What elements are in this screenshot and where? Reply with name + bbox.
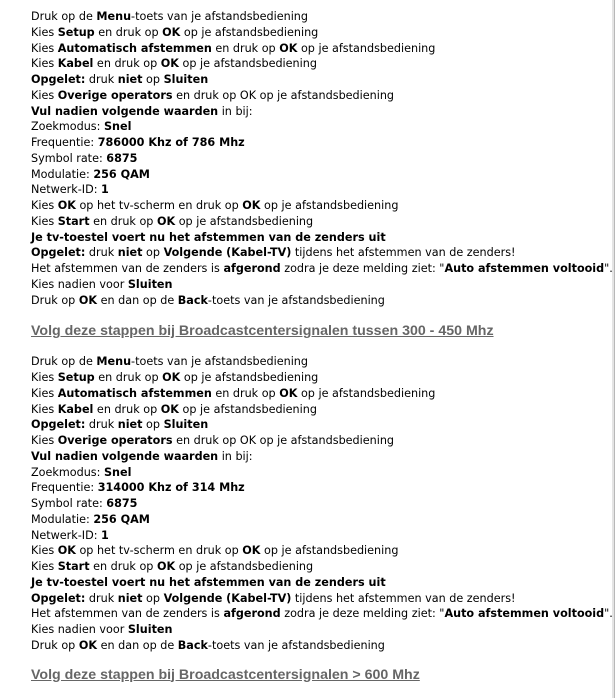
instruction-emphasis: niet — [117, 246, 143, 260]
instruction-emphasis: Opgelet: — [31, 73, 86, 86]
instruction-emphasis: Start — [57, 214, 90, 228]
instruction-text: Kies nadien voor — [31, 277, 128, 291]
instruction-line — [31, 512, 601, 528]
instruction-text: Symbol rate: — [31, 151, 107, 165]
instruction-text: tijdens het afstemmen van de zenders! — [291, 591, 516, 605]
instruction-emphasis: 1 — [101, 528, 109, 542]
instruction-emphasis: niet — [117, 418, 143, 432]
instruction-line — [31, 104, 601, 120]
instruction-text: Modulatie: — [31, 512, 94, 526]
instruction-line — [31, 433, 601, 449]
instruction-emphasis: 256 QAM — [93, 167, 150, 181]
instruction-text: op je afstandsbediening — [178, 57, 317, 71]
instruction-text: Kies — [31, 57, 58, 71]
instruction-text: tijdens het afstemmen van de zenders! — [291, 246, 516, 260]
instruction-text: en druk op OK op je afstandsbediening — [172, 88, 395, 102]
instruction-emphasis: Sluiten — [163, 418, 209, 432]
instruction-emphasis: Kabel — [57, 402, 94, 416]
instruction-line — [31, 496, 601, 512]
instruction-text: en dan op de — [97, 293, 178, 307]
instruction-text: zodra je deze melding ziet: " — [280, 607, 445, 621]
instruction-emphasis: 1 — [101, 183, 109, 197]
instruction-emphasis: Je tv-toestel voert nu het afstemmen van de zenders uit — [31, 230, 386, 244]
instruction-emphasis: Overige operators — [57, 88, 173, 102]
instruction-text: Netwerk-ID: — [31, 528, 102, 542]
instruction-text: op je afstandsbediening — [260, 199, 399, 212]
instruction-line — [31, 88, 601, 104]
instruction-text: -toets van je afstandsbediening — [207, 293, 385, 307]
instruction-line — [31, 151, 601, 167]
instruction-text: Kies nadien voor — [31, 623, 128, 636]
instruction-text: en druk op — [211, 41, 280, 55]
instruction-text: Kies — [31, 544, 58, 558]
instruction-text: in bij: — [218, 104, 253, 118]
instruction-emphasis: niet — [117, 73, 143, 86]
instruction-emphasis: OK — [242, 199, 261, 212]
instruction-text: en druk op — [89, 214, 157, 228]
instruction-emphasis: OK — [156, 214, 176, 228]
instruction-text: Symbol rate: — [31, 497, 107, 510]
instruction-line — [31, 25, 601, 41]
instruction-text: zodra je deze melding ziet: " — [280, 262, 445, 275]
instruction-emphasis: Opgelet: — [31, 246, 86, 260]
instruction-line — [31, 56, 601, 72]
instruction-text: op het tv-scherm en druk op — [75, 544, 243, 558]
instruction-text: Het afstemmen van de zenders is — [31, 607, 224, 621]
instruction-text: Kies — [31, 214, 58, 228]
instruction-emphasis: Volgende (Kabel-TV) — [163, 246, 292, 260]
instruction-text: en dan op de — [97, 638, 178, 652]
instruction-emphasis: OK — [162, 371, 181, 384]
instruction-emphasis: OK — [162, 25, 181, 39]
instruction-text: in bij: — [218, 449, 253, 463]
section-300-450-mhz — [31, 354, 613, 653]
instruction-emphasis: 314000 Khz of 314 Mhz — [97, 481, 245, 495]
instruction-line — [31, 293, 601, 309]
instruction-line — [31, 606, 613, 622]
instruction-emphasis: Back — [177, 638, 208, 652]
instruction-text: druk — [85, 246, 118, 260]
instruction-emphasis: Sluiten — [127, 277, 173, 291]
instruction-emphasis: Sluiten — [127, 623, 173, 636]
instruction-text: op je afstandsbediening — [180, 25, 319, 39]
instruction-text: Modulatie: — [31, 167, 94, 181]
instruction-text: Kies — [31, 371, 58, 384]
instruction-text: Zoekmodus: — [31, 120, 104, 134]
instruction-text: en druk op — [94, 371, 163, 384]
instruction-emphasis: Je tv-toestel voert nu het afstemmen van de zenders uit — [31, 575, 386, 589]
instruction-text: ". — [604, 262, 613, 275]
instruction-text: Het afstemmen van de zenders is — [31, 262, 224, 275]
instruction-emphasis: OK — [57, 199, 76, 212]
instruction-emphasis: niet — [117, 591, 143, 605]
instruction-text: Kies — [31, 41, 58, 55]
section-heading-above-600-mhz: Volg deze stappen bij Broadcastcentersignalen > 600 Mhz — [31, 666, 420, 683]
instruction-text: en druk op — [94, 25, 163, 39]
instruction-line — [31, 638, 601, 654]
instruction-text: Kies — [31, 402, 58, 416]
instruction-text: Kies — [31, 88, 58, 102]
instruction-emphasis: OK — [78, 293, 98, 307]
instruction-emphasis: Menu — [96, 10, 132, 23]
instruction-line — [31, 528, 601, 544]
instruction-text: op het tv-scherm en druk op — [75, 199, 243, 212]
instruction-emphasis: OK — [279, 41, 298, 55]
instruction-text: druk — [85, 73, 118, 86]
instruction-line — [31, 575, 601, 591]
instruction-text: op — [142, 418, 164, 432]
instruction-line — [31, 480, 601, 496]
instruction-text: -toets van je afstandsbediening — [207, 638, 385, 652]
instruction-line — [31, 449, 601, 465]
instruction-emphasis: afgerond — [223, 607, 281, 621]
instruction-emphasis: OK — [160, 402, 179, 416]
instruction-line — [31, 41, 601, 57]
instruction-emphasis: 256 QAM — [93, 512, 150, 526]
instruction-text: Druk op — [31, 293, 79, 307]
instruction-text: Zoekmodus: — [31, 465, 104, 479]
instruction-text: op — [142, 73, 164, 86]
instruction-emphasis: Auto afstemmen voltooid — [444, 262, 605, 275]
instruction-text: druk — [85, 418, 118, 432]
instruction-line — [31, 214, 601, 230]
instruction-text: Kies — [31, 386, 58, 400]
instruction-text: -toets van je afstandsbediening — [131, 355, 308, 369]
section-heading-300-450-mhz: Volg deze stappen bij Broadcastcentersignalen tussen 300 - 450 Mhz — [31, 323, 494, 340]
section-786-mhz — [31, 9, 613, 308]
instruction-text: en druk op — [93, 57, 161, 71]
instruction-line — [31, 622, 601, 638]
instruction-emphasis: OK — [242, 544, 261, 558]
instruction-text: op je afstandsbediening — [175, 214, 314, 228]
instruction-text: ". — [604, 607, 613, 621]
instruction-emphasis: Back — [177, 293, 208, 307]
instruction-emphasis: OK — [160, 57, 179, 71]
instruction-line — [31, 354, 601, 370]
instruction-text: op — [142, 246, 164, 260]
instruction-line — [31, 386, 601, 402]
instruction-emphasis: Vul nadien volgende waarden — [31, 104, 219, 118]
instruction-text: en druk op — [93, 402, 161, 416]
instruction-emphasis: Automatisch afstemmen — [57, 41, 212, 55]
instruction-line — [31, 465, 601, 481]
instruction-text: druk — [85, 591, 118, 605]
instruction-emphasis: 6875 — [106, 497, 138, 510]
instruction-emphasis: OK — [279, 386, 298, 400]
instruction-line — [31, 72, 601, 88]
instruction-text: Netwerk-ID: — [31, 183, 102, 197]
instruction-text: -toets van je afstandsbediening — [131, 10, 308, 23]
instruction-text: Kies — [31, 25, 58, 39]
instruction-text: Druk op de — [31, 355, 97, 369]
instructions-content — [31, 9, 613, 684]
instruction-emphasis: Auto afstemmen voltooid — [444, 607, 605, 621]
instruction-emphasis: Volgende (Kabel-TV) — [163, 591, 292, 605]
instruction-text: Frequentie: — [31, 481, 98, 495]
instruction-emphasis: Automatisch afstemmen — [57, 386, 212, 400]
instruction-emphasis: Setup — [57, 25, 95, 39]
instruction-text: Kies — [31, 434, 58, 447]
instruction-line — [31, 198, 601, 214]
instruction-text: op je afstandsbediening — [178, 402, 317, 416]
instruction-emphasis: OK — [156, 560, 176, 573]
instruction-emphasis: Menu — [96, 355, 132, 369]
instruction-line — [31, 9, 601, 25]
instruction-line — [31, 245, 601, 261]
instruction-text: Druk op de — [31, 10, 97, 23]
instruction-text: op — [142, 591, 164, 605]
instruction-text: Frequentie: — [31, 136, 98, 149]
instruction-emphasis: Sluiten — [163, 73, 209, 86]
instruction-line — [31, 370, 601, 386]
instruction-emphasis: 786000 Khz of 786 Mhz — [97, 136, 245, 149]
instruction-text: en druk op OK op je afstandsbediening — [172, 434, 395, 447]
instruction-line — [31, 559, 601, 575]
instruction-emphasis: Overige operators — [57, 434, 173, 447]
instruction-text: op je afstandsbediening — [180, 371, 319, 384]
instruction-emphasis: OK — [57, 544, 76, 558]
instruction-line — [31, 135, 601, 151]
instruction-text: Kies — [31, 199, 58, 212]
instruction-emphasis: Vul nadien volgende waarden — [31, 449, 219, 463]
instruction-emphasis: Opgelet: — [31, 591, 86, 605]
instruction-text: Kies — [31, 560, 58, 573]
instruction-emphasis: Setup — [57, 371, 95, 384]
instruction-emphasis: 6875 — [106, 151, 138, 165]
instruction-emphasis: OK — [78, 638, 98, 652]
instruction-line — [31, 591, 601, 607]
instruction-emphasis: Start — [57, 560, 90, 573]
instruction-text: op je afstandsbediening — [297, 386, 436, 400]
instruction-emphasis: afgerond — [223, 262, 281, 275]
instruction-line — [31, 543, 601, 559]
instruction-line — [31, 119, 601, 135]
instruction-emphasis: Snel — [103, 120, 132, 134]
instruction-line — [31, 230, 601, 246]
instruction-text: Druk op — [31, 638, 79, 652]
instruction-text: op je afstandsbediening — [260, 544, 399, 558]
instruction-line — [31, 261, 613, 277]
instruction-emphasis: Opgelet: — [31, 418, 86, 432]
instruction-text: en druk op — [211, 386, 280, 400]
instruction-text: op je afstandsbediening — [297, 41, 436, 55]
instruction-text: en druk op — [89, 560, 157, 573]
instruction-line — [31, 402, 601, 418]
instruction-line — [31, 167, 601, 183]
instruction-line — [31, 417, 601, 433]
instruction-emphasis: Kabel — [57, 57, 94, 71]
instruction-line — [31, 277, 601, 293]
instruction-emphasis: Snel — [103, 465, 132, 479]
instruction-text: op je afstandsbediening — [175, 560, 314, 573]
instruction-line — [31, 182, 601, 198]
